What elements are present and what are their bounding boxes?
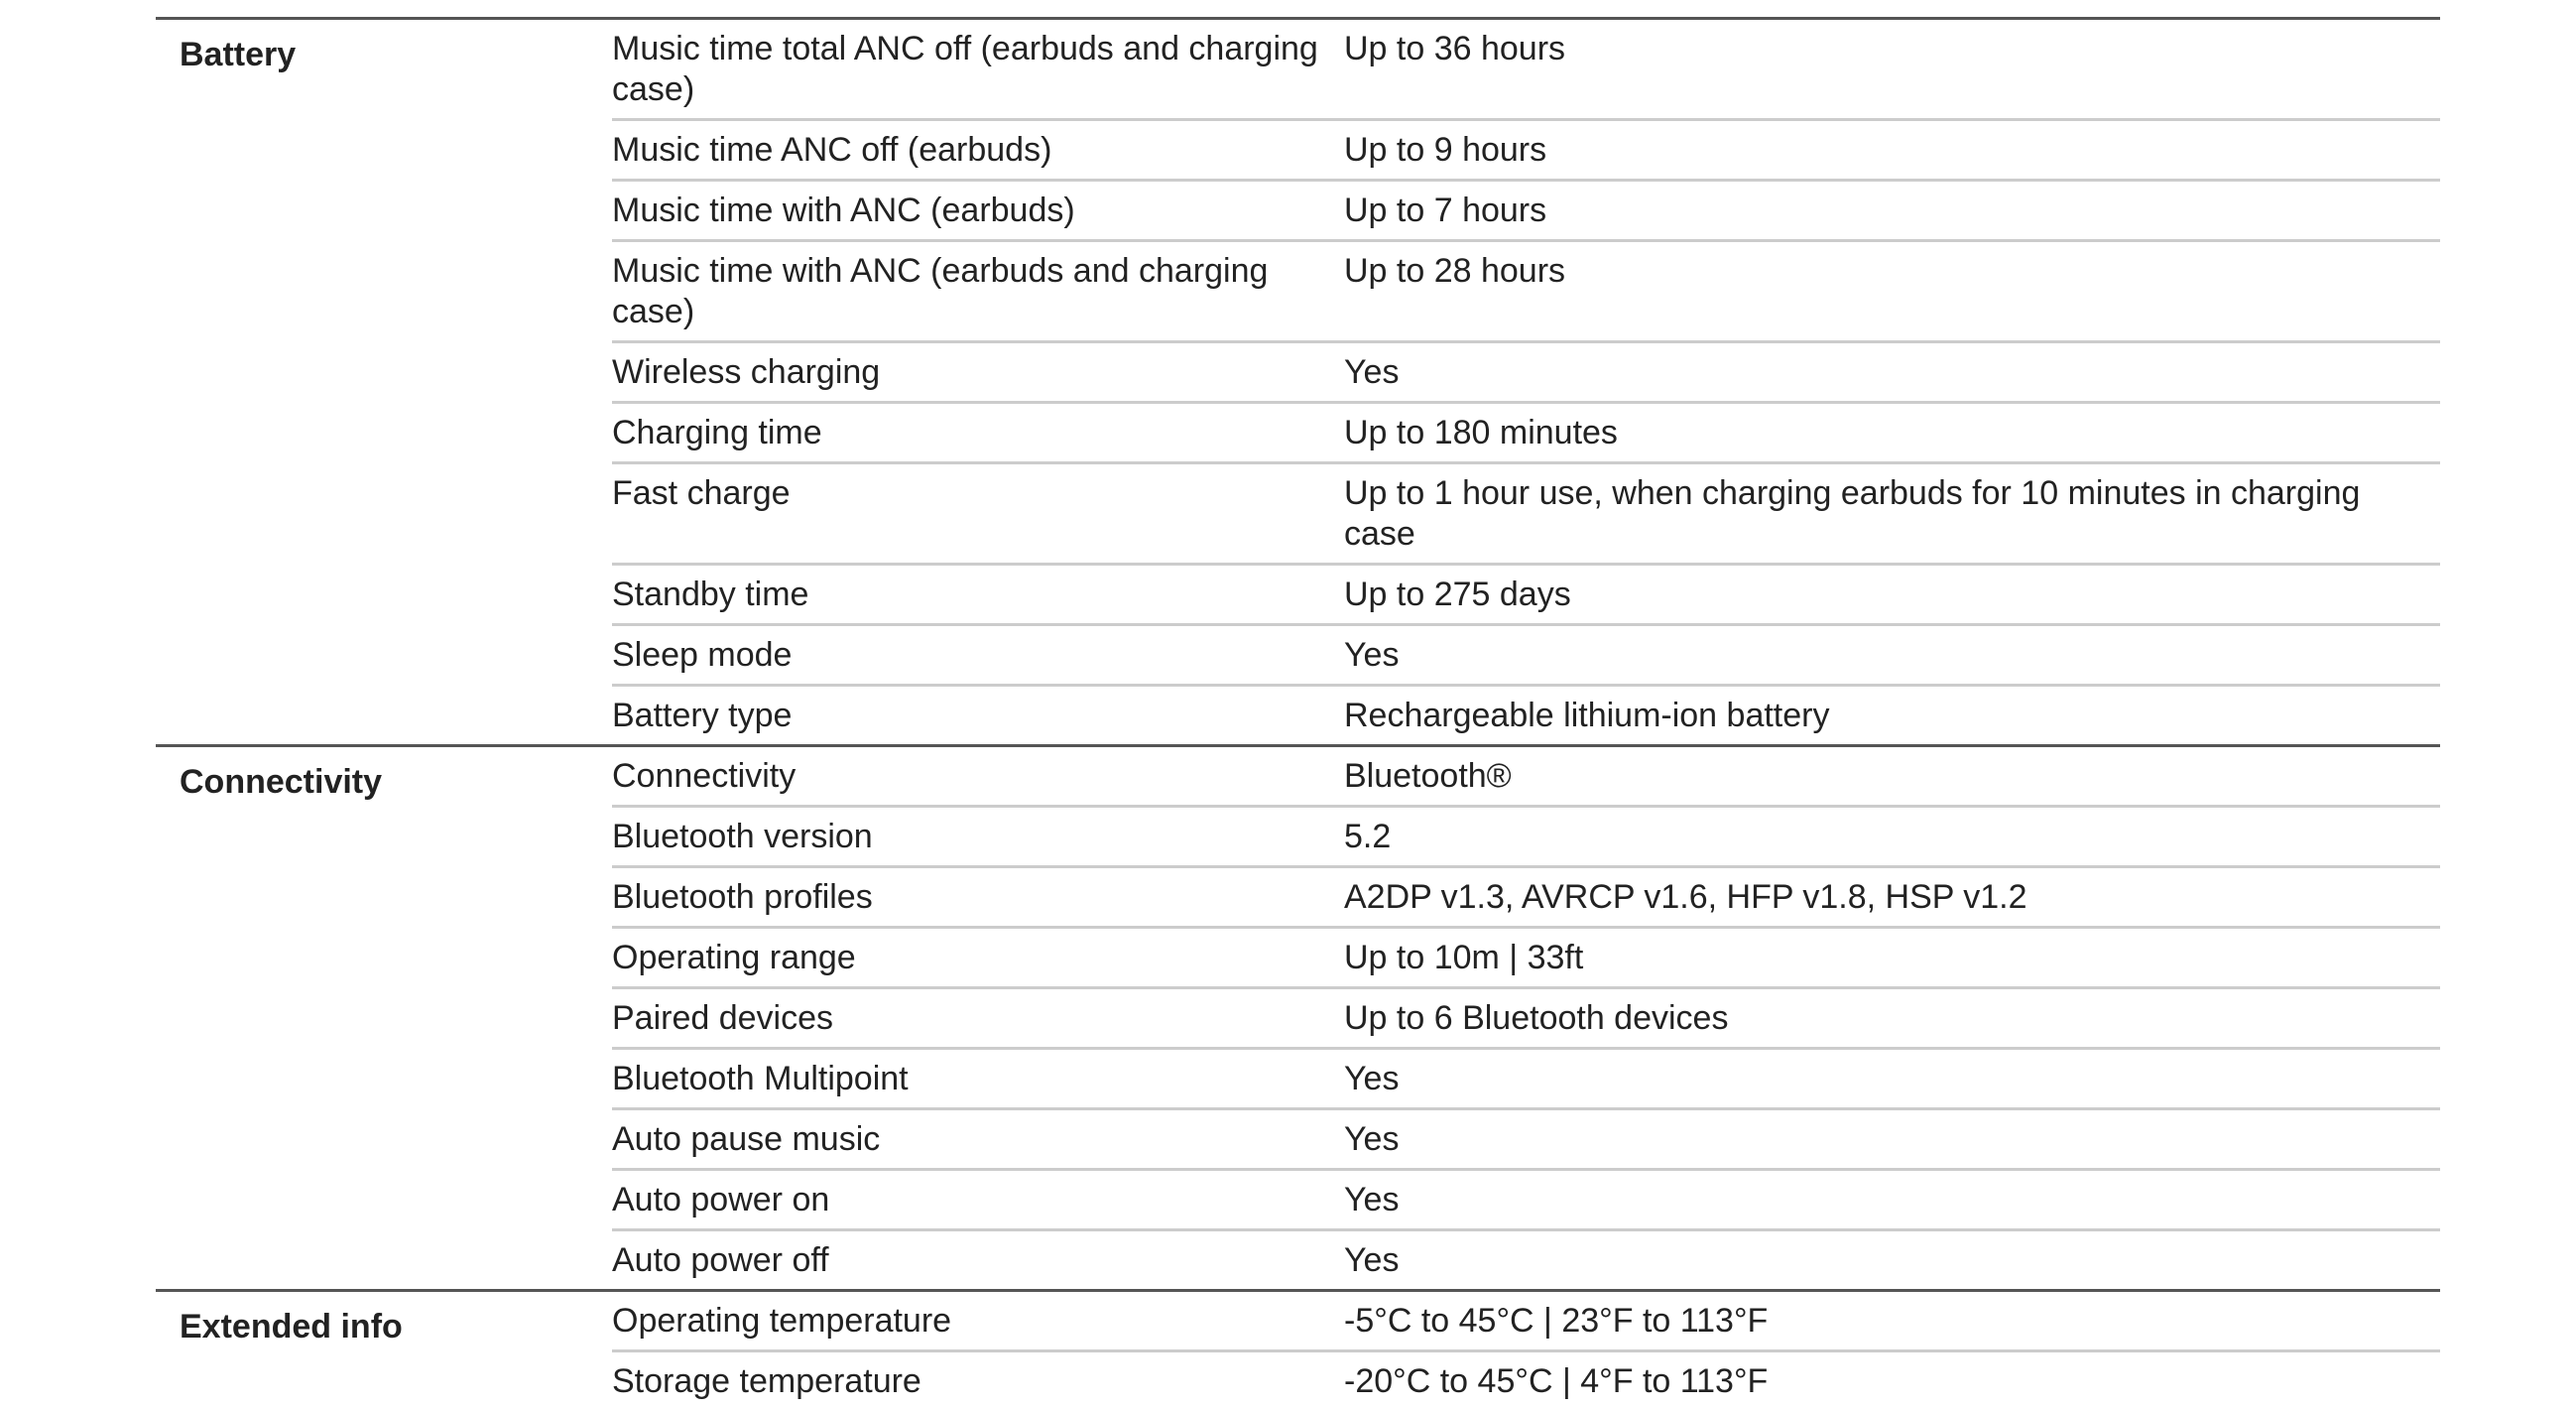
row-value: 5.2 bbox=[1344, 818, 1392, 855]
section-title: Connectivity bbox=[180, 763, 383, 801]
row-label: Music time with ANC (earbuds and charging case) bbox=[612, 252, 1269, 330]
row-value: Yes bbox=[1344, 353, 1400, 391]
row-label: Music time with ANC (earbuds) bbox=[612, 192, 1075, 229]
table-row bbox=[612, 1107, 2440, 1168]
table-row bbox=[612, 563, 2440, 623]
table-row bbox=[612, 747, 2440, 805]
row-label: Connectivity bbox=[612, 757, 797, 795]
section-rows bbox=[612, 20, 2440, 744]
table-row bbox=[612, 461, 2440, 563]
section-title: Extended info bbox=[180, 1308, 403, 1346]
table-row bbox=[612, 118, 2440, 179]
row-value: Up to 28 hours bbox=[1344, 252, 1566, 290]
row-value: Up to 36 hours bbox=[1344, 30, 1566, 67]
row-value: Up to 6 Bluetooth devices bbox=[1344, 999, 1729, 1037]
section-extended-info bbox=[156, 1289, 2440, 1410]
table-row bbox=[612, 684, 2440, 744]
row-label: Auto power on bbox=[612, 1181, 830, 1218]
row-value: -20°C to 45°C | 4°F to 113°F bbox=[1344, 1362, 1769, 1400]
table-row bbox=[612, 20, 2440, 118]
section-title: Battery bbox=[180, 36, 297, 73]
table-row bbox=[612, 1292, 2440, 1349]
spec-table bbox=[156, 0, 2440, 1410]
row-value: Yes bbox=[1344, 636, 1400, 674]
row-value: Up to 180 minutes bbox=[1344, 414, 1618, 451]
table-row bbox=[612, 1349, 2440, 1410]
row-label: Auto pause music bbox=[612, 1120, 881, 1158]
row-label: Bluetooth profiles bbox=[612, 878, 873, 916]
row-label: Fast charge bbox=[612, 474, 791, 512]
row-label: Bluetooth version bbox=[612, 818, 873, 855]
table-row bbox=[612, 1228, 2440, 1289]
row-label: Music time ANC off (earbuds) bbox=[612, 131, 1052, 169]
table-row bbox=[612, 623, 2440, 684]
row-value: Up to 7 hours bbox=[1344, 192, 1547, 229]
row-value: Yes bbox=[1344, 1120, 1400, 1158]
table-row bbox=[612, 239, 2440, 340]
row-label: Standby time bbox=[612, 576, 809, 613]
table-row bbox=[612, 1047, 2440, 1107]
row-value: Up to 275 days bbox=[1344, 576, 1571, 613]
section-rows bbox=[612, 747, 2440, 1289]
table-row bbox=[612, 179, 2440, 239]
table-row bbox=[612, 805, 2440, 865]
table-row bbox=[612, 401, 2440, 461]
row-label: Operating range bbox=[612, 939, 856, 976]
table-row bbox=[612, 1168, 2440, 1228]
table-row bbox=[612, 926, 2440, 986]
row-value: Yes bbox=[1344, 1181, 1400, 1218]
row-label: Charging time bbox=[612, 414, 822, 451]
row-value: Rechargeable lithium-ion battery bbox=[1344, 697, 1830, 734]
row-label: Paired devices bbox=[612, 999, 834, 1037]
table-row bbox=[612, 865, 2440, 926]
row-label: Storage temperature bbox=[612, 1362, 921, 1400]
table-row bbox=[612, 986, 2440, 1047]
row-value: Yes bbox=[1344, 1060, 1400, 1097]
row-label: Bluetooth Multipoint bbox=[612, 1060, 909, 1097]
table-row bbox=[612, 340, 2440, 401]
section-rows bbox=[612, 1292, 2440, 1410]
row-value: A2DP v1.3, AVRCP v1.6, HFP v1.8, HSP v1.2 bbox=[1344, 878, 2027, 916]
row-label: Auto power off bbox=[612, 1241, 829, 1279]
row-value: Up to 9 hours bbox=[1344, 131, 1547, 169]
row-label: Operating temperature bbox=[612, 1302, 952, 1340]
row-label: Music time total ANC off (earbuds and charging case) bbox=[612, 30, 1318, 108]
section-connectivity bbox=[156, 744, 2440, 1289]
row-value: -5°C to 45°C | 23°F to 113°F bbox=[1344, 1302, 1769, 1340]
row-value: Bluetooth® bbox=[1344, 757, 1512, 795]
row-label: Battery type bbox=[612, 697, 793, 734]
row-value: Up to 1 hour use, when charging earbuds for 10 minutes in charging case bbox=[1344, 474, 2361, 553]
row-label: Sleep mode bbox=[612, 636, 793, 674]
row-value: Up to 10m | 33ft bbox=[1344, 939, 1584, 976]
row-value: Yes bbox=[1344, 1241, 1400, 1279]
row-label: Wireless charging bbox=[612, 353, 881, 391]
section-battery bbox=[156, 17, 2440, 744]
